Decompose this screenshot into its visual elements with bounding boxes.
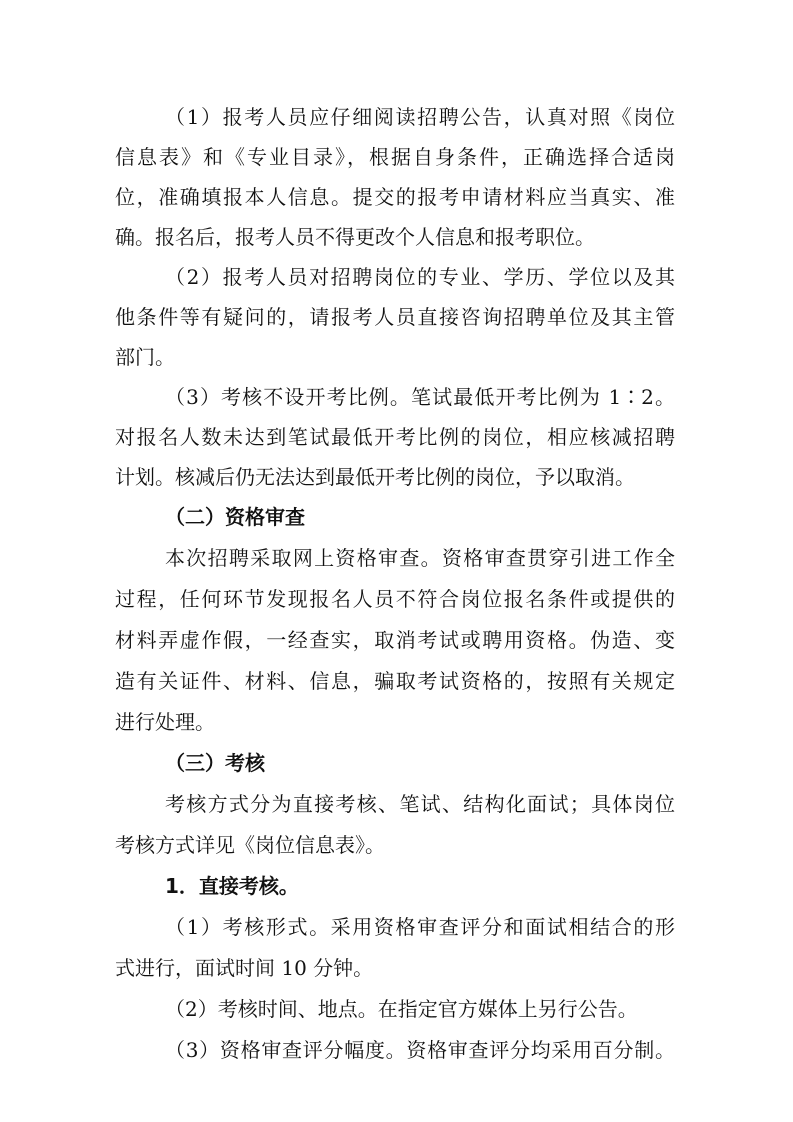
paragraph-3-line-2: 对报名人数未达到笔试最低开考比例的岗位，相应核减招聘 <box>115 425 675 449</box>
paragraph-3-line-3: 计划。核减后仍无法达到最低开考比例的岗位，予以取消。 <box>115 465 635 489</box>
paragraph-6-line-2: 式进行，面试时间 10 分钟。 <box>115 956 374 980</box>
paragraph-7-line-1: （2）考核时间、地点。在指定官方媒体上另行公告。 <box>165 997 638 1021</box>
paragraph-4-line-1: 本次招聘采取网上资格审查。资格审查贯穿引进工作全 <box>165 546 675 570</box>
paragraph-2-line-3: 部门。 <box>115 345 175 369</box>
paragraph-8-line-1: （3）资格审查评分幅度。资格审查评分均采用百分制。 <box>165 1038 675 1062</box>
section-heading-assessment: （三）考核 <box>165 751 265 775</box>
section-heading-qualification-review: （二）资格审查 <box>165 505 305 529</box>
paragraph-6-line-1: （1）考核形式。采用资格审查评分和面试相结合的形 <box>165 915 675 939</box>
paragraph-1-line-4: 确。报名后，报考人员不得更改个人信息和报考职位。 <box>115 225 595 249</box>
paragraph-3-line-1: （3）考核不设开考比例。笔试最低开考比例为 1∶2。 <box>165 385 675 409</box>
paragraph-5-line-1: 考核方式分为直接考核、笔试、结构化面试；具体岗位 <box>165 792 675 816</box>
paragraph-1-line-3: 位，准确填报本人信息。提交的报考申请材料应当真实、准 <box>115 185 675 209</box>
paragraph-2-line-1: （2）报考人员对招聘岗位的专业、学历、学位以及其 <box>165 265 675 289</box>
paragraph-4-line-3: 材料弄虚作假，一经查实，取消考试或聘用资格。伪造、变 <box>115 628 675 652</box>
paragraph-2-line-2: 他条件等有疑问的，请报考人员直接咨询招聘单位及其主管 <box>115 305 675 329</box>
paragraph-5-line-2: 考核方式详见《岗位信息表》。 <box>115 833 385 857</box>
paragraph-4-line-2: 过程，任何环节发现报名人员不符合岗位报名条件或提供的 <box>115 587 675 611</box>
paragraph-1-line-2: 信息表》和《专业目录》，根据自身条件，正确选择合适岗 <box>115 145 675 169</box>
paragraph-4-line-4: 造有关证件、材料、信息，骗取考试资格的，按照有关规定 <box>115 669 675 693</box>
paragraph-4-line-5: 进行处理。 <box>115 710 215 734</box>
paragraph-1-line-1: （1）报考人员应仔细阅读招聘公告，认真对照《岗位 <box>165 105 675 129</box>
subsection-heading-direct-assessment: 1．直接考核。 <box>165 874 299 898</box>
